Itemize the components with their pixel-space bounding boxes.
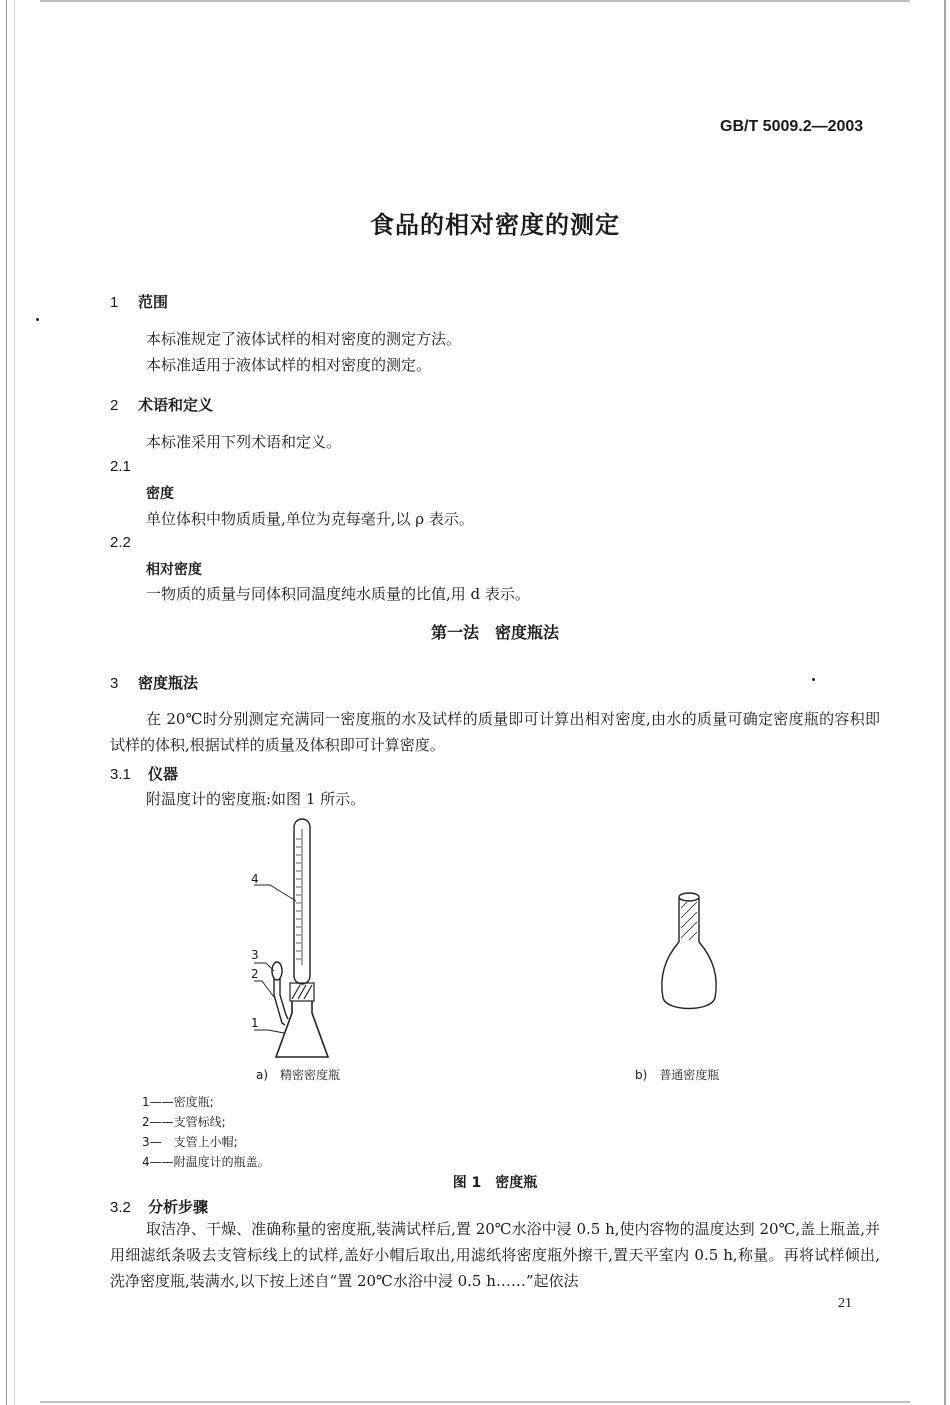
section-3-heading <box>110 672 198 693</box>
legend-item-1: 1——密度瓶; <box>142 1095 214 1109</box>
section-3-1-heading <box>110 763 178 784</box>
ground-glass-neck <box>681 902 697 940</box>
page-number: 21 <box>838 1296 852 1311</box>
figure-label-1: 1 <box>251 1016 259 1030</box>
section-3-1-para: 附温度计的密度瓶:如图 1 所示。 <box>146 790 366 808</box>
section-number: 1 <box>110 294 119 311</box>
section-2-1-number: 2.1 <box>110 458 131 475</box>
section-1-heading <box>110 291 168 312</box>
section-2-2-number: 2.2 <box>110 534 131 551</box>
section-1-para-1: 本标准规定了液体试样的相对密度的测定方法。 <box>146 330 462 348</box>
legend-item-2: 2——支管标线; <box>142 1115 226 1129</box>
bottle-body <box>662 942 716 1009</box>
section-number: 3 <box>110 675 119 692</box>
side-tube <box>272 962 288 1025</box>
section-1-para-2: 本标准适用于液体试样的相对密度的测定。 <box>146 356 432 374</box>
figure-caption-b: b) 普通密度瓶 <box>635 1068 720 1082</box>
legend-item-3: 3— 支管上小帽; <box>142 1135 238 1149</box>
section-title: 术语和定义 <box>138 396 214 414</box>
term-density: 密度 <box>146 486 174 502</box>
figure-label-4: 4 <box>251 872 259 886</box>
scan-speck <box>812 678 815 681</box>
section-number: 3.1 <box>110 766 131 783</box>
term-relative-density: 相对密度 <box>146 562 202 578</box>
figure-label-2: 2 <box>251 967 259 981</box>
definition-relative-density: 一物质的质量与同体积同温度纯水质量的比值,用 d 表示。 <box>146 585 530 603</box>
section-title: 密度瓶法 <box>138 674 199 692</box>
section-3-para: 在 20℃时分别测定充满同一密度瓶的水及试样的质量即可计算出相对密度,由水的质量可确定密度瓶的容积即试样的体积,根据试样的质量及体积即可计算密度。 <box>110 710 880 754</box>
section-title: 分析步骤 <box>148 1198 209 1216</box>
section-number: 2 <box>110 397 119 414</box>
method-title: 第一法 密度瓶法 <box>430 623 559 642</box>
leader-lines <box>254 885 296 1033</box>
section-title: 范围 <box>138 293 169 311</box>
ordinary-pycnometer-diagram <box>655 888 725 1018</box>
standard-number: GB/T 5009.2—2003 <box>720 118 864 135</box>
section-2-heading <box>110 394 213 415</box>
legend-item-4: 4——附温度计的瓶盖。 <box>142 1155 270 1169</box>
scan-edge-top <box>40 0 910 2</box>
bottle-cap <box>679 893 699 901</box>
figure-label-3: 3 <box>251 948 259 962</box>
section-title: 仪器 <box>148 765 179 783</box>
section-number: 3.2 <box>110 1199 131 1216</box>
thermometer <box>294 819 310 984</box>
section-3-2-para: 取洁净、干燥、准确称量的密度瓶,装满试样后,置 20℃水浴中浸 0.5 h,使内容物的温度达到 20℃,盖上瓶盖,并用细滤纸条吸去支管标线上的试样,盖好小帽后取出,用滤纸将密度瓶外擦干,置天平室内 0.5 h,称量。再将试样倾出,洗净密度瓶,装满水,以下按上述自“置 20℃水浴中浸 0.5 h……”起依法 <box>110 1220 880 1290</box>
figure-title: 图 1 密度瓶 <box>452 1175 538 1191</box>
section-3-2-heading <box>110 1196 208 1217</box>
definition-density: 单位体积中物质质量,单位为克每毫升,以 ρ 表示。 <box>146 510 474 528</box>
scan-edge-bottom <box>40 1401 910 1403</box>
section-2-para: 本标准采用下列术语和定义。 <box>146 433 342 451</box>
ground-glass-stopper <box>290 983 314 1001</box>
figure-caption-a: a) 精密密度瓶 <box>256 1068 341 1082</box>
document-title: 食品的相对密度的测定 <box>370 211 620 239</box>
scan-speck <box>36 318 39 321</box>
